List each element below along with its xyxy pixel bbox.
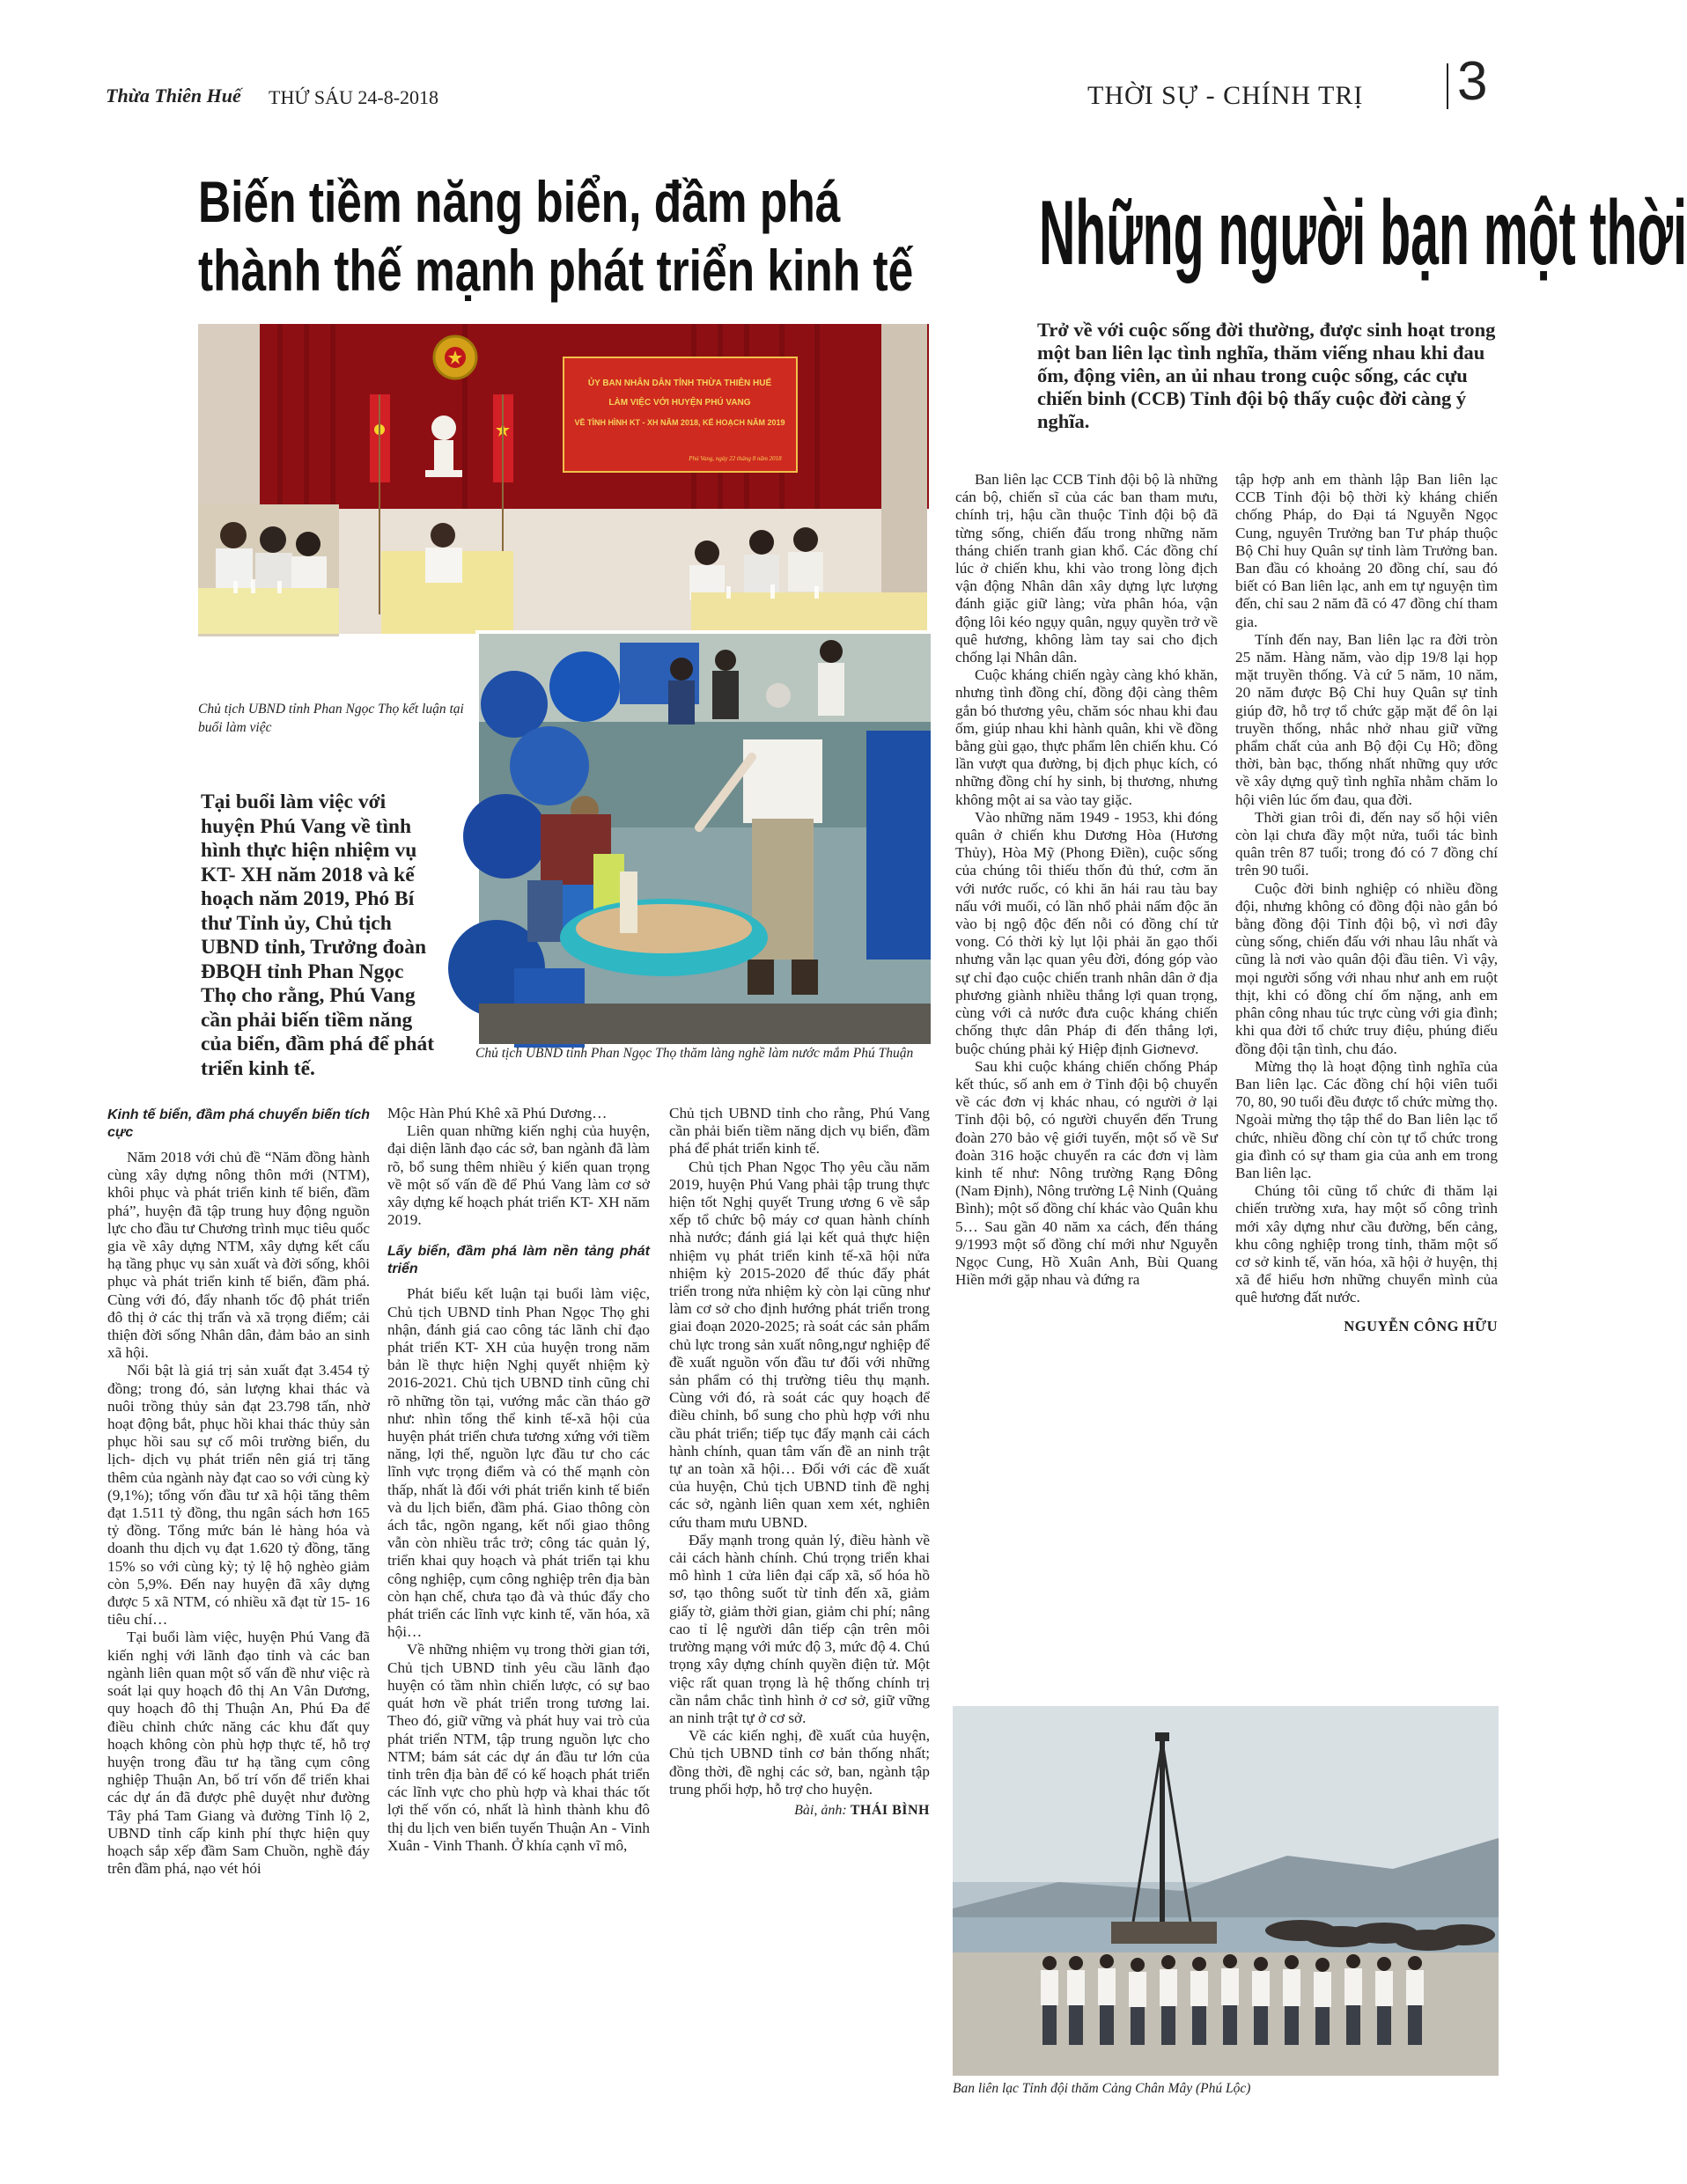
- article1-paragraph: Liên quan những kiến nghị của huyện, đại diện lãnh đạo các sở, ban ngành đã làm rõ, bổ sung thêm nhiều ý kiến quan trọng về một số vấn đề để Phú Vang làm cơ sở xây dựng kế hoạch phát triển KT- XH năm 2019.: [387, 1122, 650, 1229]
- article1-headline-line1: Biến tiềm năng biển, đầm phá: [198, 169, 841, 234]
- article2-paragraph: Vào những năm 1949 - 1953, khi đóng quân ở chiến khu Dương Hòa (Hương Thủy), Hòa Mỹ (Phong Điền), cuộc sống của chúng tôi thiếu thốn đủ thứ, cơm ăn với nước ruốc, có khi ăn hái rau tàu bay nấu với muối, có lần nhổ phải nấm độc ăn vào bị ngộ độc đến nỗi có đồng chí tử vong. Có thời kỳ lụt lội phải ăn gạo thối nhưng vẫn lạc quan yêu đời, đóng góp vào sự chỉ đạo cuộc chiến tranh nhân dân ở địa phương giành nhiều thắng lợi quan trọng, cùng với cả nước đưa cuộc kháng chiến chống thực dân Pháp đi đến thắng lợi, buộc chúng phải ký Hiệp định Giơnevơ.: [955, 808, 1218, 1057]
- village-photo-illustration: [479, 634, 931, 1044]
- page-number: 3: [1457, 51, 1488, 112]
- article1-paragraph: Về các kiến nghị, đề xuất của huyện, Chủ tịch UBND tỉnh cơ bản thống nhất; đồng thời, đề nghị các sở, ban, ngành tập trung phối hợp, hỗ trợ cho huyện.: [669, 1727, 930, 1798]
- article1-paragraph: Mộc Hàn Phú Khê xã Phú Dương…: [387, 1105, 608, 1121]
- article1-paragraph: Nổi bật là giá trị sản xuất đạt 3.454 tỷ đồng; trong đó, sản lượng khai thác và nuôi trồng thủy sản đạt 23.798 tấn, nhờ hoạt động bắt, phục hồi khai thác thủy sản phục hồi sau sự cố môi trường biển, du lịch- dịch vụ phát triển nên giá trị tăng thêm của ngành này đạt cao so với cùng kỳ (9,1%); tổng vốn đầu tư xã hội tăng thêm đạt 1.511 tỷ đồng, thu ngân sách hơn 165 tỷ đồng. Tổng mức bán lẻ hàng hóa và doanh thu dịch vụ đạt 1.620 tỷ đồng, tăng 15% so với cùng kỳ; tỷ lệ hộ nghèo giảm còn 5,9%. Đến nay huyện đã xây dựng được 5 xã NTM, có nhiều xã đạt từ 15- 16 tiêu chí…: [107, 1362, 370, 1629]
- article1-photo1-caption: Chủ tịch UBND tỉnh Phan Ngọc Thọ kết luận tại buổi làm việc: [198, 702, 464, 735]
- article1-photo-village: [475, 630, 931, 1044]
- article1-headline-line2: thành thế mạnh phát triển kinh tế: [198, 238, 914, 303]
- banner-line-1: ỦY BAN NHÂN DÂN TỈNH THỪA THIÊN HUẾ: [587, 379, 772, 388]
- article1-subheading-2: Lấy biển, đầm phá làm nền tảng phát triển: [387, 1244, 650, 1277]
- article2-paragraph: Thời gian trôi đi, đến nay số hội viên còn lại chưa đầy một nửa, tuổi tác bình quân trên 87 tuổi; trong đó có 7 đồng chí trên 90 tuổi.: [1235, 808, 1498, 879]
- header-divider: [1447, 63, 1448, 109]
- article1-paragraph: Đẩy mạnh trong quản lý, điều hành về cải cách hành chính. Chú trọng triển khai mô hình 1 cửa liên đại cấp xã, số hóa hồ sơ, tạo thông suốt từ tỉnh đến xã, giảm giấy tờ, giảm thời gian, giảm chi phí; nâng cao tỉ lệ người dân tiếp cận trên môi trường mạng với mức độ 3, mức độ 4. Chú trọng xây dựng chính quyền điện tử. Một việc rất quan trọng là hệ thống chính trị cần nắm chắc tình hình ở cơ sở, giữ vững an ninh trật tự ở cơ sở.: [669, 1531, 930, 1726]
- article2-paragraph: Cuộc đời binh nghiệp có nhiều đồng đội, nhưng không có đồng đội nào gắn bó bằng đồng đội Tỉnh đội bộ, vì nơi đây cùng sống, chiến đấu với nhau lâu nhất và cũng là nơi vào quân đội đầu tiên. Vì vậy, mọi người sống với nhau như anh em ruột thịt, khi có đồng chí ốm nặng, anh em phân công nhau túc trực cùng với gia đình; khi qua đời tổ chức truy điệu, phúng điếu đồng đội tận tình, chu đáo.: [1235, 879, 1498, 1057]
- article1-paragraph: Tại buổi làm việc, huyện Phú Vang đã kiến nghị với lãnh đạo tỉnh và các ban ngành liên quan một số vấn đề như việc rà soát lại quy hoạch đô thị An Vân Dương, quy hoạch đô thị Thuận An, Phú Đa để điều chỉnh chức năng các khu đất quy hoạch không còn phù hợp thực tế, hỗ trợ huyện trong đầu tư hạ tầng cụm công nghiệp Thuận An, bố trí vốn để triển khai các dự án đã được phê duyệt như đường Tây phá Tam Giang và đường Tỉnh lộ 2, UBND tỉnh cấp kinh phí thực hiện quy hoạch sắp xếp đầm Sam Chuồn, nghề đáy trên đầm phá, nạo vét hói: [107, 1629, 370, 1878]
- article2-photo-port: [953, 1706, 1499, 2076]
- article2-column-1: [955, 471, 1218, 1289]
- article1-column-2: [387, 1105, 650, 1855]
- banner-line-4: Phú Vang, ngày 22 tháng 8 năm 2018: [689, 455, 782, 462]
- banner-line-3: VỀ TÌNH HÌNH KT - XH NĂM 2018, KẾ HOẠCH NĂM 2019: [574, 418, 785, 427]
- article1-column-1: [107, 1105, 370, 1878]
- article1-headline: [198, 167, 914, 305]
- article1-photo-meeting: [198, 324, 927, 634]
- article2-paragraph: Mừng thọ là hoạt động tình nghĩa của Ban liên lạc. Các đồng chí hội viên tuổi 70, 80, 90 tuổi đều được tổ chức mừng thọ. Ngoài mừng thọ tập thể do Ban liên lạc tổ chức, nhiều đồng chí còn tự tổ chức trong gia đình có sự tham gia của anh em trong Ban liên lạc.: [1235, 1057, 1498, 1181]
- banner-line-2: LÀM VIỆC VỚI HUYỆN PHÚ VANG: [608, 398, 751, 408]
- section-title: THỜI SỰ - CHÍNH TRỊ: [1087, 81, 1364, 110]
- article1-paragraph: Năm 2018 với chủ đề “Năm đồng hành cùng xây dựng nông thôn mới (NTM), khôi phục và phát triển kinh tế biển, đầm phá”, huyện đã tập trung huy động nguồn lực cho đầu tư Chương trình mục tiêu quốc gia về xây dựng NTM, xây dựng kết cấu hạ tầng phục vụ sản xuất và đời sống, khôi phục và phát triển kinh tế biển, đầm phá. Cùng với đó, đẩy nhanh tốc độ phát triển đô thị ở các thị trấn và xã trọng điểm; cải thiện đời sống Nhân dân, đảm bảo an sinh xã hội.: [107, 1149, 370, 1362]
- port-photo-illustration: [953, 1706, 1499, 2076]
- publication-name: Thừa Thiên Huế: [106, 85, 241, 107]
- article1-paragraph: Về những nhiệm vụ trong thời gian tới, Chủ tịch UBND tỉnh yêu cầu lãnh đạo huyện có tầm nhìn chiến lược, có sự bao quát hơn về phát triển trong tương lai. Theo đó, giữ vững và phát huy vai trò của phát triển NTM, tập trung nguồn lực cho NTM; bám sát các dự án đầu tư lớn của tỉnh trên địa bàn để có kế hoạch phát triển các lĩnh vực cho phù hợp và khai thác tốt lợi thế vốn có, nhất là hình thành khu đô thị du lịch ven biển tuyến Thuận An - Vinh Xuân - Vinh Thanh. Ở khía cạnh vĩ mô,: [387, 1641, 650, 1854]
- meeting-photo-illustration: [198, 324, 927, 634]
- article2-author: NGUYỄN CÔNG HỮU: [1344, 1317, 1498, 1335]
- article2-paragraph: Tính đến nay, Ban liên lạc ra đời tròn 25 năm. Hàng năm, vào dịp 19/8 lại họp mặt truyền thống. Và cứ 5 năm, 10 năm, 20 năm được Bộ Chỉ huy Quân sự tỉnh giúp đỡ, hỗ trợ tổ chức gặp mặt để ôn lại truyền thống, nhắc nhở nhau giữ vững phẩm chất của anh Bộ đội Cụ Hồ; đồng thời, bàn bạc, thống nhất những quy ước về xây dựng quỹ tình nghĩa nhằm chăm lo hội viên lúc ốm đau, qua đời.: [1235, 630, 1498, 808]
- article1-credit-name: THÁI BÌNH: [850, 1802, 930, 1818]
- article1-photo2-caption: Chủ tịch UBND tỉnh Phan Ngọc Thọ thăm làng nghề làm nước mắm Phú Thuận: [475, 1046, 914, 1061]
- article1-paragraph: Chủ tịch UBND tỉnh cho rằng, Phú Vang cần phải biến tiềm năng dịch vụ biển, đầm phá để phát triển kinh tế.: [669, 1105, 930, 1158]
- article2-photo-caption: Ban liên lạc Tỉnh đội thăm Cảng Chân Mây (Phú Lộc): [953, 2081, 1251, 2096]
- article1-column-3: [669, 1105, 930, 1820]
- article2-column-2: [1235, 471, 1498, 1335]
- article1-credit-prefix: Bài, ảnh:: [794, 1802, 847, 1818]
- article2-paragraph: Sau khi cuộc kháng chiến chống Pháp kết thúc, số anh em ở Tỉnh đội bộ chuyển về các đơn vị khác nhau, có người ở lại Tỉnh đội bộ, có người chuyển đến Trung đoàn 270 bảo vệ giới tuyến, một số về Sư đoàn 316 hoặc chuyển ra các đơn vị làm kinh tế như: Nông trường Rạng Đông (Nam Định), Nông trường Lệ Ninh (Quảng Bình); một số đồng chí khác vào Quân khu 5… Sau gần 40 năm xa cách, đến tháng 9/1993 một số đồng chí mới như Nguyễn Ngọc Cung, Hồ Xuân Anh, Bùi Quang Hiền mới gặp nhau và đứng ra: [955, 1057, 1218, 1289]
- article2-paragraph: tập hợp anh em thành lập Ban liên lạc CCB Tỉnh đội bộ thời kỳ kháng chiến chống Pháp, do Đại tá Nguyễn Ngọc Cung, nguyên Trưởng ban Tư pháp thuộc Bộ Chỉ huy Quân sự tỉnh làm Trưởng ban. Ban đầu có khoảng 20 đồng chí, sau đó biết có Ban liên lạc, anh em tự nguyện tìm đến, chỉ sau 2 năm đã có 47 đồng chí tham gia.: [1235, 471, 1498, 630]
- article1-subheading-1: Kinh tế biển, đầm phá chuyển biến tích cực: [107, 1107, 370, 1140]
- article2-lead: Trở về với cuộc sống đời thường, được sinh hoạt trong một ban liên lạc tình nghĩa, thăm viếng nhau khi đau ốm, động viên, an ủi nhau trong cuộc sống, các cựu chiến binh (CCB) Tỉnh đội bộ thấy cuộc đời càng ý nghĩa.: [1037, 319, 1496, 432]
- article2-paragraph: Cuộc kháng chiến ngày càng khó khăn, nhưng tình đồng chí, đồng đội càng thêm gắn bó thương yêu, chăm sóc nhau khi đau ốm, giúp nhau khi hành quân, khi về đồng bằng gùi gạo, thực phẩm lên chiến khu. Có lần vượt qua đường, bị địch phục kích, có những đồng chí hy sinh, bị thương, nhưng không một ai sa vào tay giặc.: [955, 666, 1218, 808]
- article1-paragraph: Chủ tịch Phan Ngọc Thọ yêu cầu năm 2019, huyện Phú Vang phải tập trung thực hiện tốt Nghị quyết Trung ương 6 về sắp xếp tổ chức bộ máy cơ quan hành chính nhà nước; đánh giá lại kết quả thực hiện nhiệm vụ phát triển kinh tế-xã hội nửa nhiệm kỳ 2015-2020 để thúc đẩy phát triển trong nửa nhiệm kỳ còn lại cũng như làm cơ sở cho định hướng phát triển trong giai đoạn 2020-2025; rà soát các sản phẩm chủ lực trong sản xuất nông,ngư nghiệp để đề xuất nguồn vốn đầu tư đối với những sản phẩm có thị trường tiêu thụ mạnh. Cùng với đó, rà soát các quy hoạch để điều chỉnh, bổ sung cho phù hợp với nhu cầu phát triển; tiếp tục đẩy mạnh cải cách hành chính, quan tâm vấn đề an ninh trật tự an toàn xã hội… Đối với các đề xuất của huyện, Chủ tịch UBND tỉnh đề nghị các sở, ngành liên quan xem xét, nghiên cứu tham mưu UBND.: [669, 1158, 930, 1531]
- article2-headline: Những người bạn một thời: [1039, 182, 1687, 284]
- issue-date: THỨ SÁU 24-8-2018: [269, 86, 439, 108]
- article1-paragraph: Phát biểu kết luận tại buổi làm việc, Chủ tịch UBND tỉnh Phan Ngọc Thọ ghi nhận, đánh giá cao công tác lãnh chỉ đạo phát triển KT- XH của huyện trong năm bản lề thực hiện Nghị quyết nhiệm kỳ 2016-2021. Chủ tịch UBND tỉnh cũng chỉ rõ những tồn tại, vướng mắc cần tháo gỡ như: nhìn tổng thể kinh tế-xã hội của huyện phát triển chưa tương xứng với tiềm năng, lợi thế, nguồn lực đầu tư cho các lĩnh vực trọng điểm và có thế mạnh còn thấp, nhất là đối với phát triển kinh tế biển và du lịch biển, đầm phá. Giao thông còn ách tắc, ngõn ngang, kết nối giao thông vẫn còn nhiều trắc trở; công tác quản lý, triển khai quy hoạch và phát triển tại khu công nghiệp, cụm công nghiệp trên địa bàn còn hạn chế, chưa tạo đà và thúc đẩy cho phát triển các lĩnh vực kinh tế, văn hóa, xã hội…: [387, 1285, 650, 1641]
- article2-paragraph: Ban liên lạc CCB Tỉnh đội bộ là những cán bộ, chiến sĩ của các ban tham mưu, chính trị, hậu cần thuộc Tỉnh đội bộ đã từng sống, chiến đấu trong những năm tháng chiến tranh gian khổ. Các đồng chí lúc ở chiến khu, khi vào trong lòng địch vận động Nhân dân xây dựng lực lượng đánh giặc giữ làng; vừa phân hóa, vận động lôi kéo ngụy quân, ngụy quyền trở về quê hương, không làm tay sai cho địch chống lại Nhân dân.: [955, 471, 1218, 666]
- article1-credit: [669, 1802, 930, 1820]
- article2-paragraph: Chúng tôi cũng tổ chức đi thăm lại chiến trường xưa, hay một số công trình mới xây dựng như cầu đường, bến cảng, khu công nghiệp trong tỉnh, thăm một số cơ sở kinh tế, văn hóa, xã hội ở huyện, thị xã để hiểu hơn những chuyển mình của quê hương đất nước.: [1235, 1182, 1498, 1306]
- article1-lead: Tại buổi làm việc với huyện Phú Vang về tình hình thực hiện nhiệm vụ KT- XH năm 2018 và kế hoạch năm 2019, Phó Bí thư Tỉnh ủy, Chủ tịch UBND tỉnh, Trưởng đoàn ĐBQH tỉnh Phan Ngọc Thọ cho rằng, Phú Vang cần phải biến tiềm năng của biển, đầm phá để phát triển kinh tế.: [201, 791, 435, 1080]
